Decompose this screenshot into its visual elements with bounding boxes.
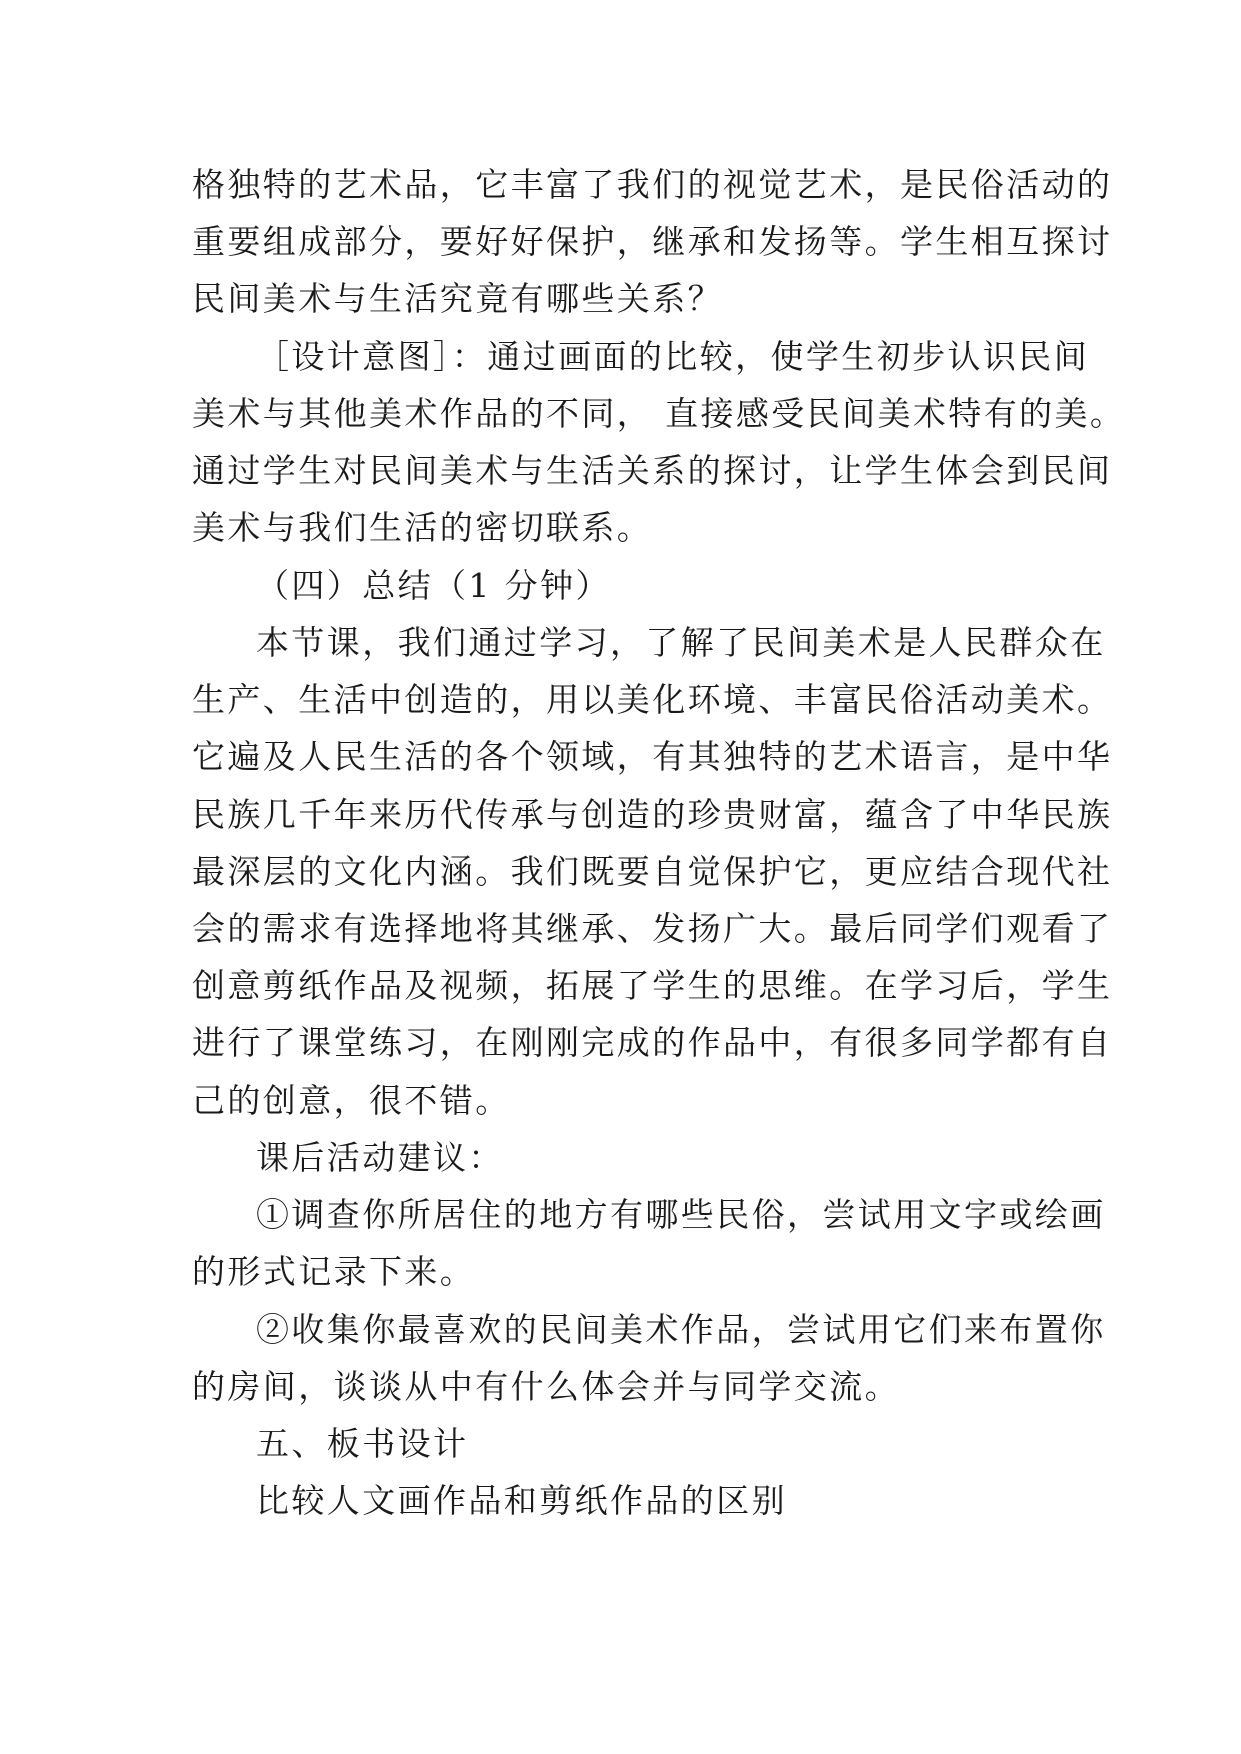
text-line: 的房间，谈谈从中有什么体会并与同学交流。	[192, 1367, 900, 1406]
list-item: ①调查你所居住的地方有哪些民俗，尝试用文字或绘画	[256, 1195, 1106, 1234]
section-heading-summary: （四）总结（1 分钟）	[256, 566, 611, 605]
text-line: 己的创意，很不错。	[192, 1081, 511, 1120]
text-line: 民间美术与生活究竟有哪些关系？	[192, 279, 723, 318]
text-line: 它遍及人民生活的各个领域，有其独特的艺术语言，是中华	[192, 737, 1113, 776]
text-line: 比较人文画作品和剪纸作品的区别	[256, 1481, 787, 1520]
text-line: 最深层的文化内涵。我们既要自觉保护它，更应结合现代社	[192, 852, 1113, 891]
text-line: 民族几千年来历代传承与创造的珍贵财富，蕴含了中华民族	[192, 795, 1113, 834]
text-line: 格独特的艺术品，它丰富了我们的视觉艺术，是民俗活动的	[192, 165, 1113, 204]
text-line: 创意剪纸作品及视频，拓展了学生的思维。在学习后，学生	[192, 966, 1113, 1005]
section-heading-activities: 课后活动建议：	[256, 1138, 504, 1177]
text-line: 会的需求有选择地将其继承、发扬广大。最后同学们观看了	[192, 909, 1113, 948]
section-heading-board-design: 五、板书设计	[256, 1424, 469, 1463]
text-line: 进行了课堂练习，在刚刚完成的作品中，有很多同学都有自	[192, 1023, 1113, 1062]
design-intent-line: ［设计意图］：通过画面的比较，使学生初步认识民间	[256, 337, 1090, 376]
text-line: 通过学生对民间美术与生活关系的探讨，让学生体会到民间	[192, 451, 1113, 490]
text-line: 的形式记录下来。	[192, 1252, 476, 1291]
text-line: 美术与其他美术作品的不同， 直接感受民间美术特有的美。	[192, 394, 1126, 433]
list-item: ②收集你最喜欢的民间美术作品，尝试用它们来布置你	[256, 1310, 1106, 1349]
text-line: 生产、生活中创造的，用以美化环境、丰富民俗活动美术。	[192, 680, 1113, 719]
text-line: 重要组成部分，要好好保护，继承和发扬等。学生相互探讨	[192, 222, 1113, 261]
text-line: 本节课，我们通过学习，了解了民间美术是人民群众在	[256, 623, 1106, 662]
text-line: 美术与我们生活的密切联系。	[192, 508, 653, 547]
